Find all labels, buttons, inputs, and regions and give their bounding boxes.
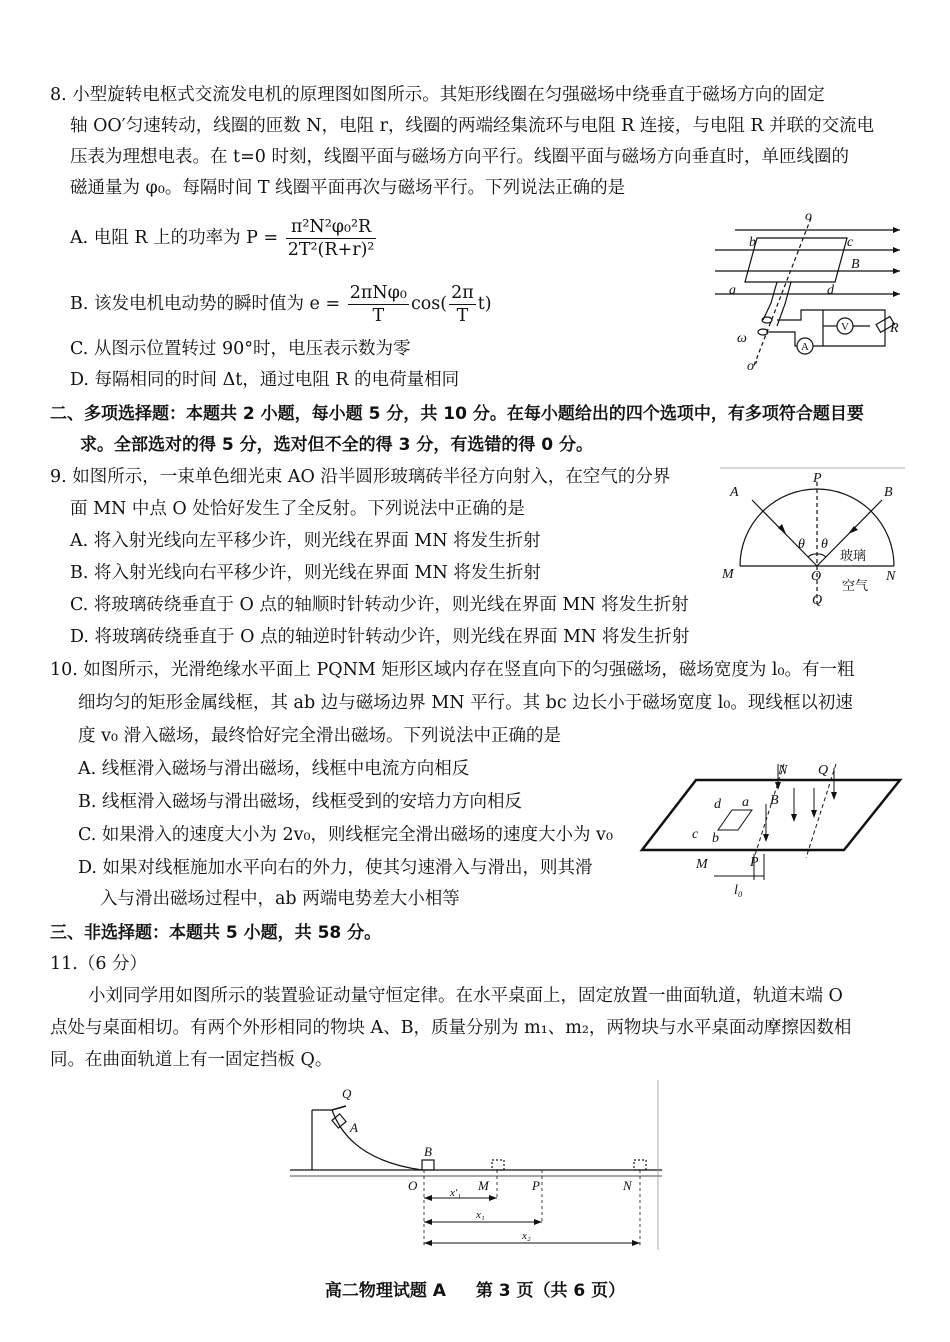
q8-option-a-denominator: 2T²(R+r)²	[287, 240, 375, 260]
coil-lead	[777, 282, 791, 326]
label-R: R	[890, 321, 899, 336]
label-M: M	[478, 1178, 489, 1193]
section2-heading-line1: 二、多项选择题：本题共 2 小题，每小题 5 分，共 10 分。在每小题给出的四个选项中，有多项符合题目要	[50, 404, 864, 424]
label-B: B	[770, 793, 779, 808]
voltmeter-label: V	[841, 321, 849, 333]
arrow-incident	[778, 524, 786, 534]
q10-option-a: A. 线框滑入磁场与滑出磁场，线框中电流方向相反	[78, 759, 470, 779]
label-Q: Q	[812, 593, 823, 608]
q8-option-b-cos: cos(	[410, 294, 448, 314]
q10-magnetic-field-figure	[638, 758, 910, 898]
label-o-bottom: o′	[747, 359, 758, 374]
q9-option-c: C. 将玻璃砖绕垂直于 O 点的轴顺时针转动少许，则光线在界面 MN 将发生折射	[70, 595, 689, 615]
label-P: P	[813, 471, 822, 486]
q9-option-a: A. 将入射光线向左平移少许，则光线在界面 MN 将发生折射	[70, 531, 541, 551]
label-omega: ω	[737, 331, 747, 346]
block-M-position	[492, 1160, 504, 1170]
label-b: b	[749, 235, 756, 250]
label-d: d	[827, 283, 834, 298]
incident-ray-AO	[752, 500, 817, 566]
q8-option-a-text: A. 电阻 R 上的功率为 P =	[70, 228, 279, 248]
section2-heading-line2: 求。全部选对的得 5 分，选对但不全的得 3 分，有选错的得 0 分。	[80, 435, 593, 455]
label-O: O	[811, 569, 822, 584]
label-N: N	[886, 569, 896, 584]
label-P: P	[532, 1178, 540, 1193]
page-footer	[0, 1276, 950, 1301]
curved-track	[332, 1110, 422, 1170]
q10-stem-line2: 细均匀的矩形金属线框，其 ab 边与磁场边界 MN 平行。其 bc 边长小于磁场宽度 l₀。现线框以初速	[78, 693, 853, 713]
ammeter-label: A	[801, 341, 809, 353]
boundary-MN	[754, 764, 784, 858]
label-M: M	[696, 857, 708, 872]
q8-option-b-denominator2: T	[456, 306, 469, 326]
q11-stem-line2: 点处与桌面相切。有两个外形相同的物块 A、B，质量分别为 m₁、m₂，两物块与水平桌面动摩擦因数相	[50, 1018, 852, 1038]
q11-heading: 11.（6 分）	[50, 954, 148, 974]
q10-option-d-line2: 入与滑出磁场过程中，ab 两端电势差大小相等	[100, 889, 460, 909]
q8-stem-line1: 8. 小型旋转电枢式交流发电机的原理图如图所示。其矩形线圈在匀强磁场中绕垂直于磁场方向的固定	[50, 85, 825, 105]
horizontal-plane	[642, 780, 900, 850]
q8-option-b-numerator2: 2π	[451, 283, 474, 303]
label-A: A	[350, 1120, 358, 1135]
q8-option-c: C. 从图示位置转过 90°时，电压表示数为零	[70, 339, 411, 359]
label-N: N	[778, 763, 788, 778]
q10-stem-line1: 10. 如图所示，光滑绝缘水平面上 PQNM 矩形区域内存在竖直向下的匀强磁场，磁场宽度为 l₀。有一粗	[50, 660, 855, 680]
label-c: c	[847, 235, 854, 250]
q8-option-a	[70, 214, 378, 262]
circuit-wire	[769, 332, 801, 346]
q8-stem-line4: 磁通量为 φ₀。每隔时间 T 线圈平面再次与磁场平行。下列说法正确的是	[70, 178, 626, 198]
label-B: B	[884, 485, 893, 500]
stopper-Q	[332, 1106, 346, 1110]
label-c: c	[692, 827, 699, 842]
label-b: b	[712, 831, 719, 846]
q10-option-b: B. 线框滑入磁场与滑出磁场，线框受到的安培力方向相反	[78, 792, 522, 812]
block-N-position	[634, 1160, 646, 1170]
label-field-B: B	[851, 257, 860, 272]
block-B	[422, 1160, 434, 1170]
q8-stem-line3: 压表为理想电表。在 t=0 时刻，线圈平面与磁场方向平行。线圈平面与磁场方向垂直时，单匝线圈的	[70, 147, 849, 167]
q9-glass-figure	[720, 464, 905, 614]
arrow-reflected	[848, 526, 858, 534]
angle-arc	[817, 554, 826, 557]
q9-option-d: D. 将玻璃砖绕垂直于 O 点的轴逆时针转动少许，则光线在界面 MN 将发生折射	[70, 627, 690, 647]
q8-stem-line2: 轴 OO′匀速转动，线圈的匝数 N，电阻 r，线圈的两端经集流环与电阻 R 连接，与电阻 R 并联的交流电	[70, 116, 875, 136]
circuit-wire	[777, 310, 885, 346]
label-Q: Q	[342, 1086, 352, 1101]
q8-option-d: D. 每隔相同的时间 Δt，通过电阻 R 的电荷量相同	[70, 370, 460, 390]
label-air: 空气	[842, 578, 869, 593]
q8-option-b-fraction1	[348, 282, 409, 327]
label-O: O	[408, 1178, 418, 1193]
label-Q: Q	[818, 763, 829, 778]
label-o-top: o	[805, 209, 812, 224]
coil-frame	[745, 238, 847, 282]
label-N: N	[623, 1178, 632, 1193]
coil-lead	[763, 282, 777, 320]
q8-option-b-numerator: 2πNφ₀	[349, 283, 407, 303]
q8-option-b-suffix: t)	[477, 294, 492, 314]
q10-stem-line3: 度 v₀ 滑入磁场，最终恰好完全滑出磁场。下列说法中正确的是	[78, 726, 562, 746]
label-x2: x₂	[522, 1230, 531, 1242]
label-theta-right: θ	[821, 537, 828, 552]
label-l0: l₀	[734, 883, 743, 898]
footer-exam-title: 高二物理试题 A	[324, 1281, 446, 1301]
label-P: P	[750, 855, 759, 870]
label-x1: x₁	[476, 1209, 485, 1221]
label-a: a	[742, 795, 749, 810]
label-A: A	[730, 485, 739, 500]
q9-stem-line1: 9. 如图所示，一束单色细光束 AO 沿半圆形玻璃砖半径方向射入，在空气的分界	[50, 467, 671, 487]
q8-option-b-text: B. 该发电机电动势的瞬时值为 e =	[70, 294, 341, 314]
q9-stem-line2: 面 MN 中点 O 处恰好发生了全反射。下列说法中正确的是	[70, 499, 525, 519]
angle-arc	[808, 554, 817, 557]
q8-option-a-fraction	[286, 216, 377, 261]
q10-option-c: C. 如果滑入的速度大小为 2v₀，则线框完全滑出磁场的速度大小为 v₀	[78, 825, 613, 845]
boundary-PQ	[806, 764, 836, 858]
q11-apparatus-figure	[290, 1080, 662, 1250]
label-a: a	[729, 283, 736, 298]
footer-page-number: 第 3 页（共 6 页）	[475, 1281, 626, 1301]
q8-option-b	[70, 280, 492, 328]
q11-stem-line1: 小刘同学用如图所示的装置验证动量守恒定律。在水平桌面上，固定放置一曲面轨道，轨道末端 O	[88, 986, 843, 1006]
label-d: d	[714, 797, 721, 812]
label-glass: 玻璃	[840, 548, 867, 563]
label-theta-left: θ	[798, 537, 805, 552]
label-B: B	[424, 1144, 432, 1159]
wire-frame-abcd	[718, 810, 752, 830]
q8-generator-figure	[705, 208, 915, 378]
q10-option-d-line1: D. 如果对线框施加水平向右的外力，使其匀速滑入与滑出，则其滑	[78, 858, 593, 878]
label-x1-prime: x′₁	[450, 1187, 462, 1199]
q11-stem-line3: 同。在曲面轨道上有一固定挡板 Q。	[50, 1050, 333, 1070]
q8-option-b-denominator: T	[372, 306, 385, 326]
section3-heading: 三、非选择题：本题共 5 小题，共 58 分。	[50, 923, 382, 943]
q9-option-b: B. 将入射光线向右平移少许，则光线在界面 MN 将发生折射	[70, 563, 541, 583]
q8-option-b-fraction2	[449, 282, 476, 327]
label-M: M	[722, 567, 734, 582]
q8-option-a-numerator: π²N²φ₀²R	[286, 216, 377, 239]
